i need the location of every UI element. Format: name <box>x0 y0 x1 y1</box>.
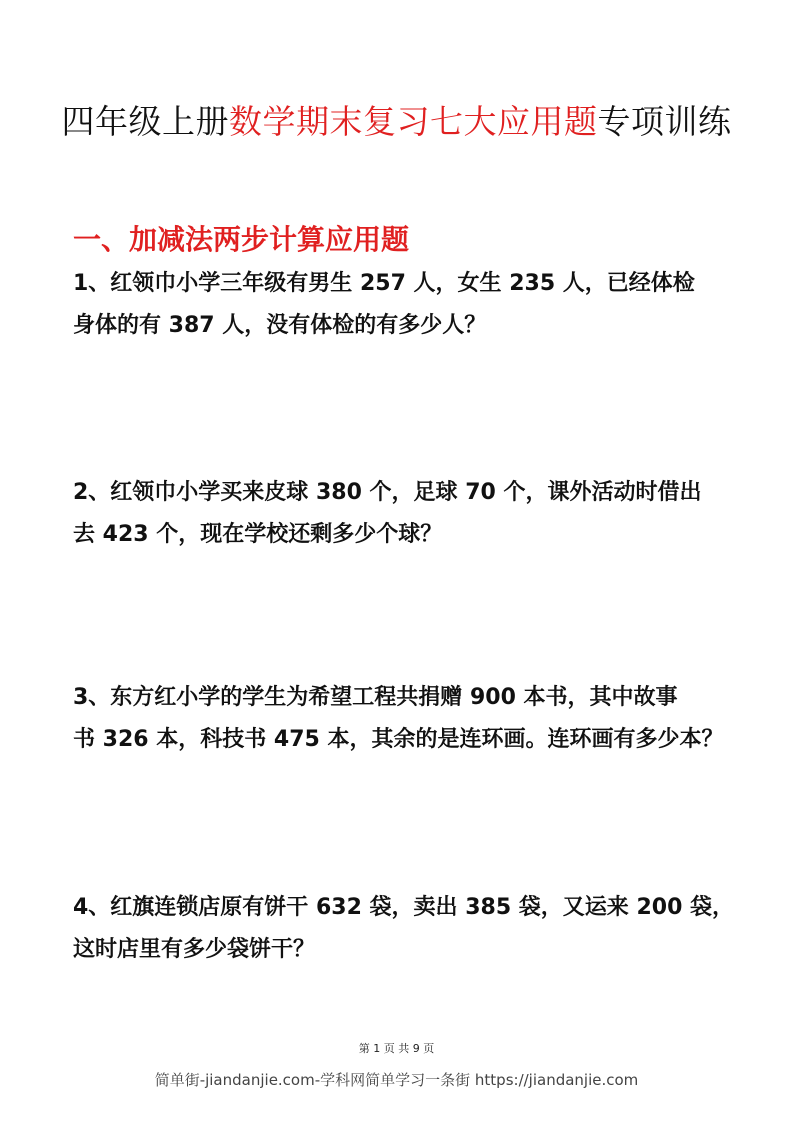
question-3-line-2: 书 326 本，科技书 475 本，其余的是连环画。连环画有多少本？ <box>73 727 724 752</box>
section-heading: 一、加减法两步计算应用题 <box>73 223 410 256</box>
question-2-line-1: 2、红领巾小学买来皮球 380 个，足球 70 个，课外活动时借出 <box>73 480 702 505</box>
question-1 <box>73 263 733 347</box>
title-prefix: 四年级上册 <box>61 102 229 141</box>
question-3-line-1: 3、东方红小学的学生为希望工程共捐赠 900 本书，其中故事 <box>73 685 678 710</box>
question-2 <box>73 472 733 556</box>
page-number: 第 1 页 共 9 页 <box>358 1042 435 1055</box>
question-1-line-2: 身体的有 387 人，没有体检的有多少人？ <box>73 313 487 338</box>
question-4-line-1: 4、红旗连锁店原有饼干 632 袋，卖出 385 袋，又运来 200 袋， <box>73 895 735 920</box>
title-highlight: 数学期末复习七大应用题 <box>229 102 598 141</box>
question-2-line-2: 去 423 个，现在学校还剩多少个球？ <box>73 522 443 547</box>
question-3 <box>73 677 733 761</box>
page-title <box>0 96 793 148</box>
title-suffix: 专项训练 <box>597 102 732 141</box>
question-1-line-1: 1、红领巾小学三年级有男生 257 人，女生 235 人，已经体检 <box>73 271 695 296</box>
footer-source: 简单街-jiandanjie.com-学科网简单学习一条街 https://jiandanjie.com <box>154 1071 639 1089</box>
question-4-line-2: 这时店里有多少袋饼干？ <box>73 937 316 962</box>
question-4 <box>73 887 733 971</box>
